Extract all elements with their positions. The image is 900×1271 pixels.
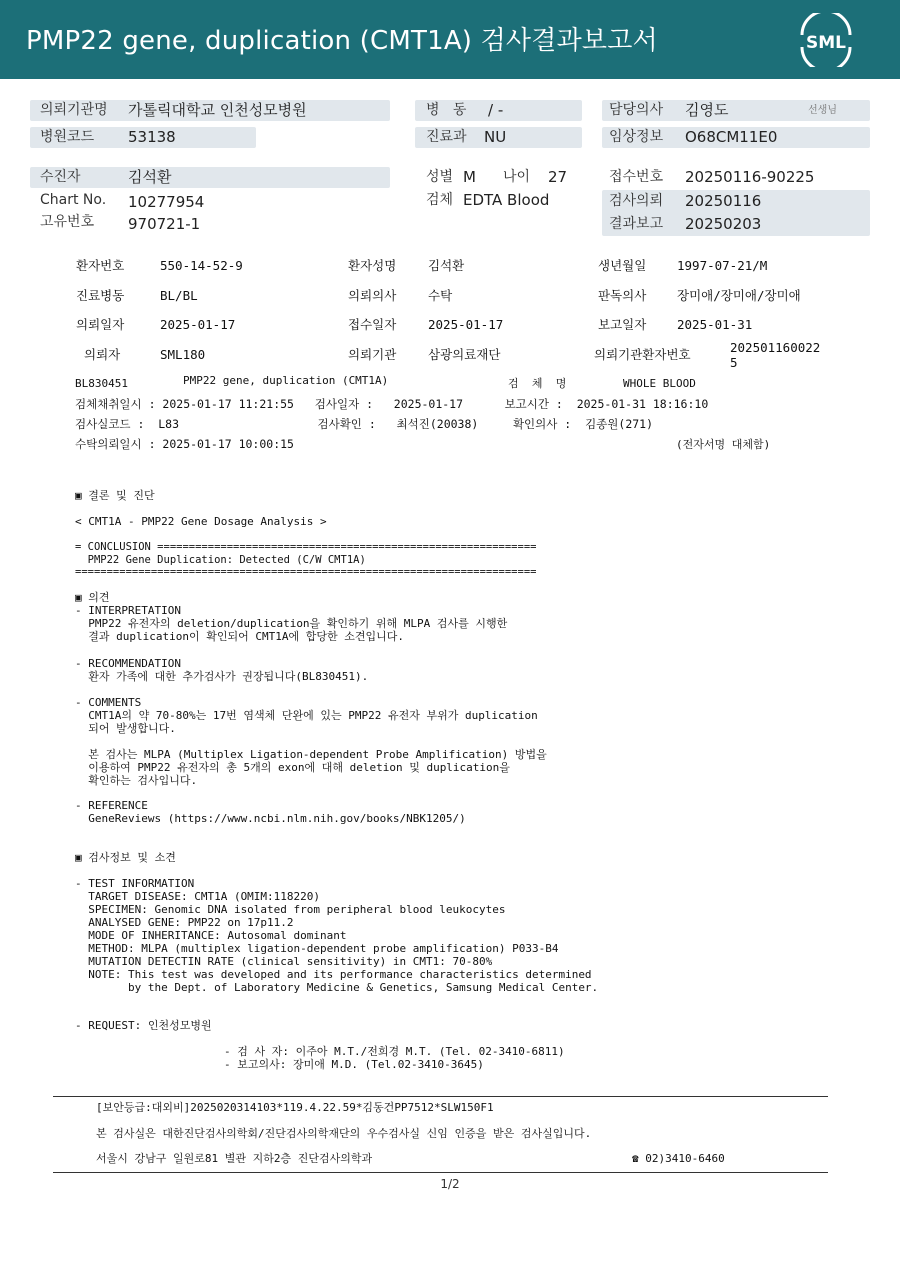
unique-label: 고유번호 bbox=[40, 214, 95, 230]
doctor-suffix: 선생님 bbox=[808, 105, 837, 116]
request-date-label: 검사의뢰 bbox=[609, 193, 664, 209]
section-opinion-title: ▣ 의견 bbox=[75, 591, 110, 604]
reader-label: 판독의사 bbox=[598, 288, 647, 303]
report-title: PMP22 gene, duplication (CMT1A) 검사결과보고서 bbox=[26, 26, 658, 56]
test-meta-line-1: 검체채취일시 : 2025-01-17 11:21:55 검사일자 : 2025-01-17 보고시간 : 2025-01-31 18:16:10 bbox=[75, 397, 709, 411]
clinical-label: 임상정보 bbox=[609, 129, 664, 145]
recv-date-label: 접수일자 bbox=[348, 317, 397, 332]
test-info-block: - TEST INFORMATION TARGET DISEASE: CMT1A (OMIM:118220) SPECIMEN: Genomic DNA isolated from peripheral blood leukocytes ANALYSED GENE: PMP22 on 17p11.2 MODE OF INHERITANCE: Autosomal dominant METHOD: MLPA (multiplex ligation-dependent probe amplification) P033-B4 MUTATION DETECTIN RATE (clinical sensitivity) in CMT1: 70-80% NOTE: This test was developed and its performance characteristics determined by the Dept. of Laboratory Medicine & Genetics, Samsung Medical Center. bbox=[75, 877, 599, 994]
pname-label: 환자성명 bbox=[348, 258, 397, 273]
staff-block: - 검 사 자: 이주아 M.T./전희경 M.T. (Tel. 02-3410-6811) - 보고의사: 장미애 M.D. (Tel.02-3410-3645) bbox=[224, 1045, 565, 1071]
specimen-label: 검체 bbox=[426, 192, 454, 208]
report-date-value: 20250203 bbox=[685, 215, 762, 233]
request-line: - REQUEST: 인천성모병원 bbox=[75, 1019, 212, 1032]
ward-label: 병 동 bbox=[426, 102, 467, 118]
section-conclusion-title: ▣ 결론 및 진단 bbox=[75, 489, 155, 502]
chart-value: 10277954 bbox=[128, 193, 205, 211]
specimen-value: EDTA Blood bbox=[463, 191, 550, 209]
org-pid-label: 의뢰기관환자번호 bbox=[594, 347, 691, 362]
page-number: 1/2 bbox=[440, 1177, 460, 1191]
section-testinfo-title: ▣ 검사정보 및 소견 bbox=[75, 851, 176, 864]
hospital-code-label: 병원코드 bbox=[40, 129, 95, 145]
receipt-value: 20250116-90225 bbox=[685, 168, 815, 186]
test-name: PMP22 gene, duplication (CMT1A) bbox=[183, 374, 389, 387]
patient-label: 수진자 bbox=[40, 169, 81, 185]
pid-value: 550-14-52-9 bbox=[160, 258, 243, 273]
test-specimen-value: WHOLE BLOOD bbox=[623, 377, 696, 390]
sex-label: 성별 bbox=[426, 169, 454, 185]
recommendation-block: - RECOMMENDATION 환자 가족에 대한 추가검사가 권장됩니다(BL830451). bbox=[75, 657, 369, 683]
info-box bbox=[30, 167, 390, 188]
pid-label: 환자번호 bbox=[76, 258, 125, 273]
dob-label: 생년월일 bbox=[598, 258, 647, 273]
age-label: 나이 bbox=[503, 169, 531, 185]
address-line: 서울시 강남구 일원로81 별관 지하2층 진단검사의학과 bbox=[96, 1152, 373, 1165]
req-doctor-value: 수탁 bbox=[428, 288, 453, 303]
report-date-label: 결과보고 bbox=[609, 216, 664, 232]
certification-line: 본 검사실은 대한진단검사의학회/진단검사의학재단의 우수검사실 신임 인증을 받은 검사실입니다. bbox=[96, 1127, 592, 1140]
req-doctor-label: 의뢰의사 bbox=[348, 288, 397, 303]
institution-value: 가톨릭대학교 인천성모병원 bbox=[128, 101, 307, 119]
pname-value: 김석환 bbox=[428, 258, 465, 273]
phone-line: ☎ 02)3410-6460 bbox=[632, 1152, 725, 1165]
section-conclusion-subtitle: < CMT1A - PMP22 Gene Dosage Analysis > bbox=[75, 515, 327, 528]
org-pid-value-2: 5 bbox=[730, 355, 738, 370]
footer-divider-top bbox=[53, 1096, 828, 1097]
test-code: BL830451 bbox=[75, 377, 128, 390]
doctor-value: 김영도 bbox=[685, 101, 729, 119]
req-org-label: 의뢰기관 bbox=[348, 347, 397, 362]
age-value: 27 bbox=[548, 168, 568, 186]
unique-value: 970721-1 bbox=[128, 215, 201, 233]
ptable-report-date-value: 2025-01-31 bbox=[677, 317, 753, 332]
logo-text: SML bbox=[806, 33, 846, 53]
req-org-value: 삼광의료재단 bbox=[428, 347, 501, 362]
conclusion-block: = CONCLUSION ============================================================ PMP22 Gene Duplication: Detected (C/W CMT1A) ========================================================================= bbox=[75, 541, 537, 578]
dob-value: 1997-07-21/M bbox=[677, 258, 768, 273]
test-meta-line-3: 수탁의뢰일시 : 2025-01-17 10:00:15 bbox=[75, 437, 294, 451]
req-date-value: 2025-01-17 bbox=[160, 317, 236, 332]
requester-label: 의뢰자 bbox=[84, 347, 121, 362]
hospital-code-value: 53138 bbox=[128, 128, 176, 146]
dept-label: 진료과 bbox=[426, 129, 467, 145]
request-date-value: 20250116 bbox=[685, 192, 762, 210]
patient-value: 김석환 bbox=[128, 168, 172, 186]
doctor-label: 담당의사 bbox=[609, 102, 664, 118]
requester-value: SML180 bbox=[160, 347, 206, 362]
receipt-label: 접수번호 bbox=[609, 169, 664, 185]
ptable-report-date-label: 보고일자 bbox=[598, 317, 647, 332]
sml-logo-icon bbox=[796, 13, 856, 67]
security-line: [보안등급:대외비]2025020314103*119.4.22.59*김동건PP7512*SLW150F1 bbox=[96, 1101, 494, 1114]
ptable-ward-value: BL/BL bbox=[160, 288, 198, 303]
chart-label: Chart No. bbox=[40, 192, 107, 208]
sex-value: M bbox=[463, 168, 476, 186]
interpretation-block: - INTERPRETATION PMP22 유전자의 deletion/duplication을 확인하기 위해 MLPA 검사를 시행한 결과 duplication이 확인되어 CMT1A에 합당한 소견입니다. bbox=[75, 604, 508, 643]
clinical-value: O68CM11E0 bbox=[685, 128, 778, 146]
footer-divider-bottom bbox=[53, 1172, 828, 1173]
test-meta-line-2: 검사실코드 : L83 검사확인 : 최석진(20038) 확인의사 : 김종원(271) bbox=[75, 417, 654, 431]
report-header bbox=[0, 0, 900, 79]
ward-value: / - bbox=[488, 101, 504, 119]
institution-label: 의뢰기관명 bbox=[40, 102, 108, 118]
dept-value: NU bbox=[484, 128, 507, 146]
org-pid-value-1: 202501160022 bbox=[730, 340, 821, 355]
recv-date-value: 2025-01-17 bbox=[428, 317, 504, 332]
req-date-label: 의뢰일자 bbox=[76, 317, 125, 332]
ptable-ward-label: 진료병동 bbox=[76, 288, 125, 303]
reader-value: 장미애/장미애/장미애 bbox=[677, 288, 801, 303]
comments-block: - COMMENTS CMT1A의 약 70-80%는 17번 염색체 단완에 있는 PMP22 유전자 부위가 duplication 되어 발생합니다. 본 검사는 MLPA (Multiplex Ligation-dependent Probe Amplification) 방법을 이용하여 PMP22 유전자의 총 5개의 exon에 대해 deletion 및 duplication을 확인하는 검사입니다. bbox=[75, 696, 547, 787]
reference-block: - REFERENCE GeneReviews (https://www.ncbi.nlm.nih.gov/books/NBK1205/) bbox=[75, 799, 466, 825]
test-specimen-label: 검 체 명 bbox=[508, 377, 567, 390]
esign-note: (전자서명 대체함) bbox=[676, 438, 771, 451]
